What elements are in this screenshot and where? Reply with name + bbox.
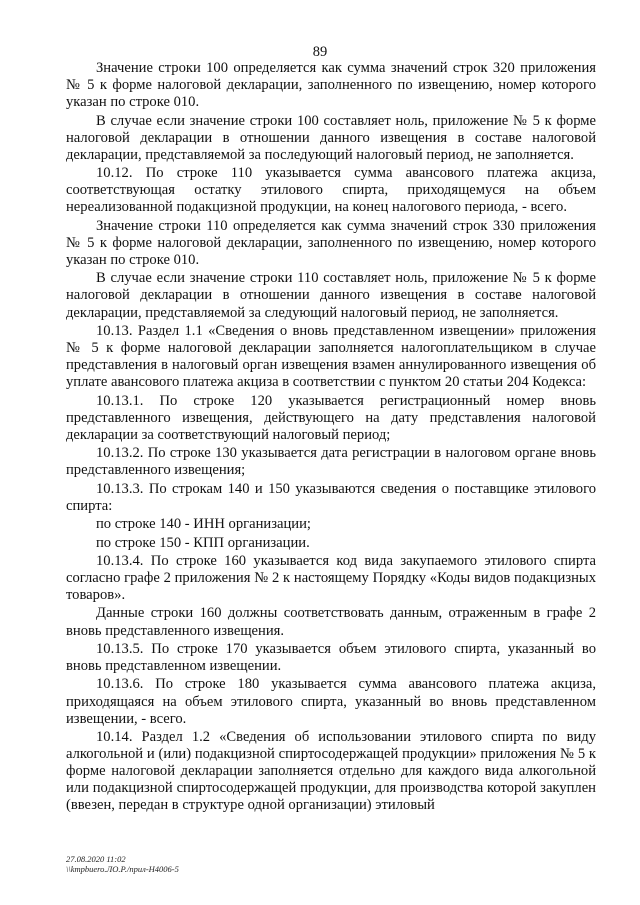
paragraph: 10.13.5. По строке 170 указывается объем этилового спирта, указанный во вновь представленном извещении. <box>66 640 596 675</box>
paragraph: 10.13.2. По строке 130 указывается дата регистрации в налоговом органе вновь представленного извещения; <box>66 445 596 479</box>
paragraph: 10.13.3. По строкам 140 и 150 указываются сведения о поставщике этилового спирта: <box>66 480 596 514</box>
paragraph: Значение строки 110 определяется как сумма значений строк 330 приложения № 5 к форме налоговой декларации, заполненного по извещению, номер которого указан по строке 010. <box>66 217 596 268</box>
footer-timestamp: 27.08.2020 11:02 <box>66 854 126 864</box>
paragraph: 10.13.4. По строке 160 указывается код вида закупаемого этилового спирта согласно графе 2 приложения № 2 к настоящему Порядку «Коды видов подакцизных товаров». <box>66 552 596 604</box>
paragraph: 10.13.6. По строке 180 указывается сумма авансового платежа акциза, приходящаяся на объем этилового спирта, указанный во вновь представленном извещении, - всего. <box>66 676 596 727</box>
paragraph: по строке 140 - ИНН организации; <box>96 516 311 533</box>
paragraph: В случае если значение строки 110 составляет ноль, приложение № 5 к форме налоговой декларации в отношении данного извещения в составе налоговой декларации, представляемой за следующий налоговый период, не заполняется. <box>66 270 596 321</box>
paragraph: Значение строки 100 определяется как сумма значений строк 320 приложения № 5 к форме налоговой декларации, заполненного по извещению, номер которого указан по строке 010. <box>66 60 596 111</box>
paragraph: 10.13.1. По строке 120 указывается регистрационный номер вновь представленного извещения, действующего на дату представления налоговой декларации за соответствующий налоговый период; <box>66 392 596 443</box>
paragraph: 10.13. Раздел 1.1 «Сведения о вновь представленном извещении» приложения № 5 к форме налоговой декларации заполняется налогоплательщиком в случае представления в налоговый орган извещения взамен аннулированного извещения об уплате авансового платежа акциза в соответствии с пунктом 20 статьи 204 Кодекса: <box>66 322 596 391</box>
footer-file-path: \\kmpbuero.ЛО.Р./прил-Н4006-5 <box>66 864 179 874</box>
document-body <box>66 60 596 816</box>
paragraph: по строке 150 - КПП организации. <box>96 534 310 551</box>
paragraph: В случае если значение строки 100 составляет ноль, приложение № 5 к форме налоговой декларации в отношении данного извещения в составе налоговой декларации, представляемой за последующий налоговый период, не заполняется. <box>66 112 596 163</box>
page-number: 89 <box>312 44 328 60</box>
document-footer <box>66 854 179 874</box>
paragraph: 10.14. Раздел 1.2 «Сведения об использовании этилового спирта по виду алкогольной и (или) подакцизной спиртосодержащей продукции» приложения № 5 к форме налоговой декларации заполняется отдельно для каждого вида алкогольной или подакцизной спиртосодержащей продукции, для производства которой закуплен (ввезен, передан в структуре одной организации) этиловый <box>66 729 596 814</box>
paragraph: 10.12. По строке 110 указывается сумма авансового платежа акциза, соответствующая остатку этилового спирта, приходящемуся на объем нереализованной подакцизной продукции, на конец налогового периода, - всего. <box>66 165 596 216</box>
paragraph: Данные строки 160 должны соответствовать данным, отраженным в графе 2 вновь представленного извещения. <box>66 605 596 639</box>
